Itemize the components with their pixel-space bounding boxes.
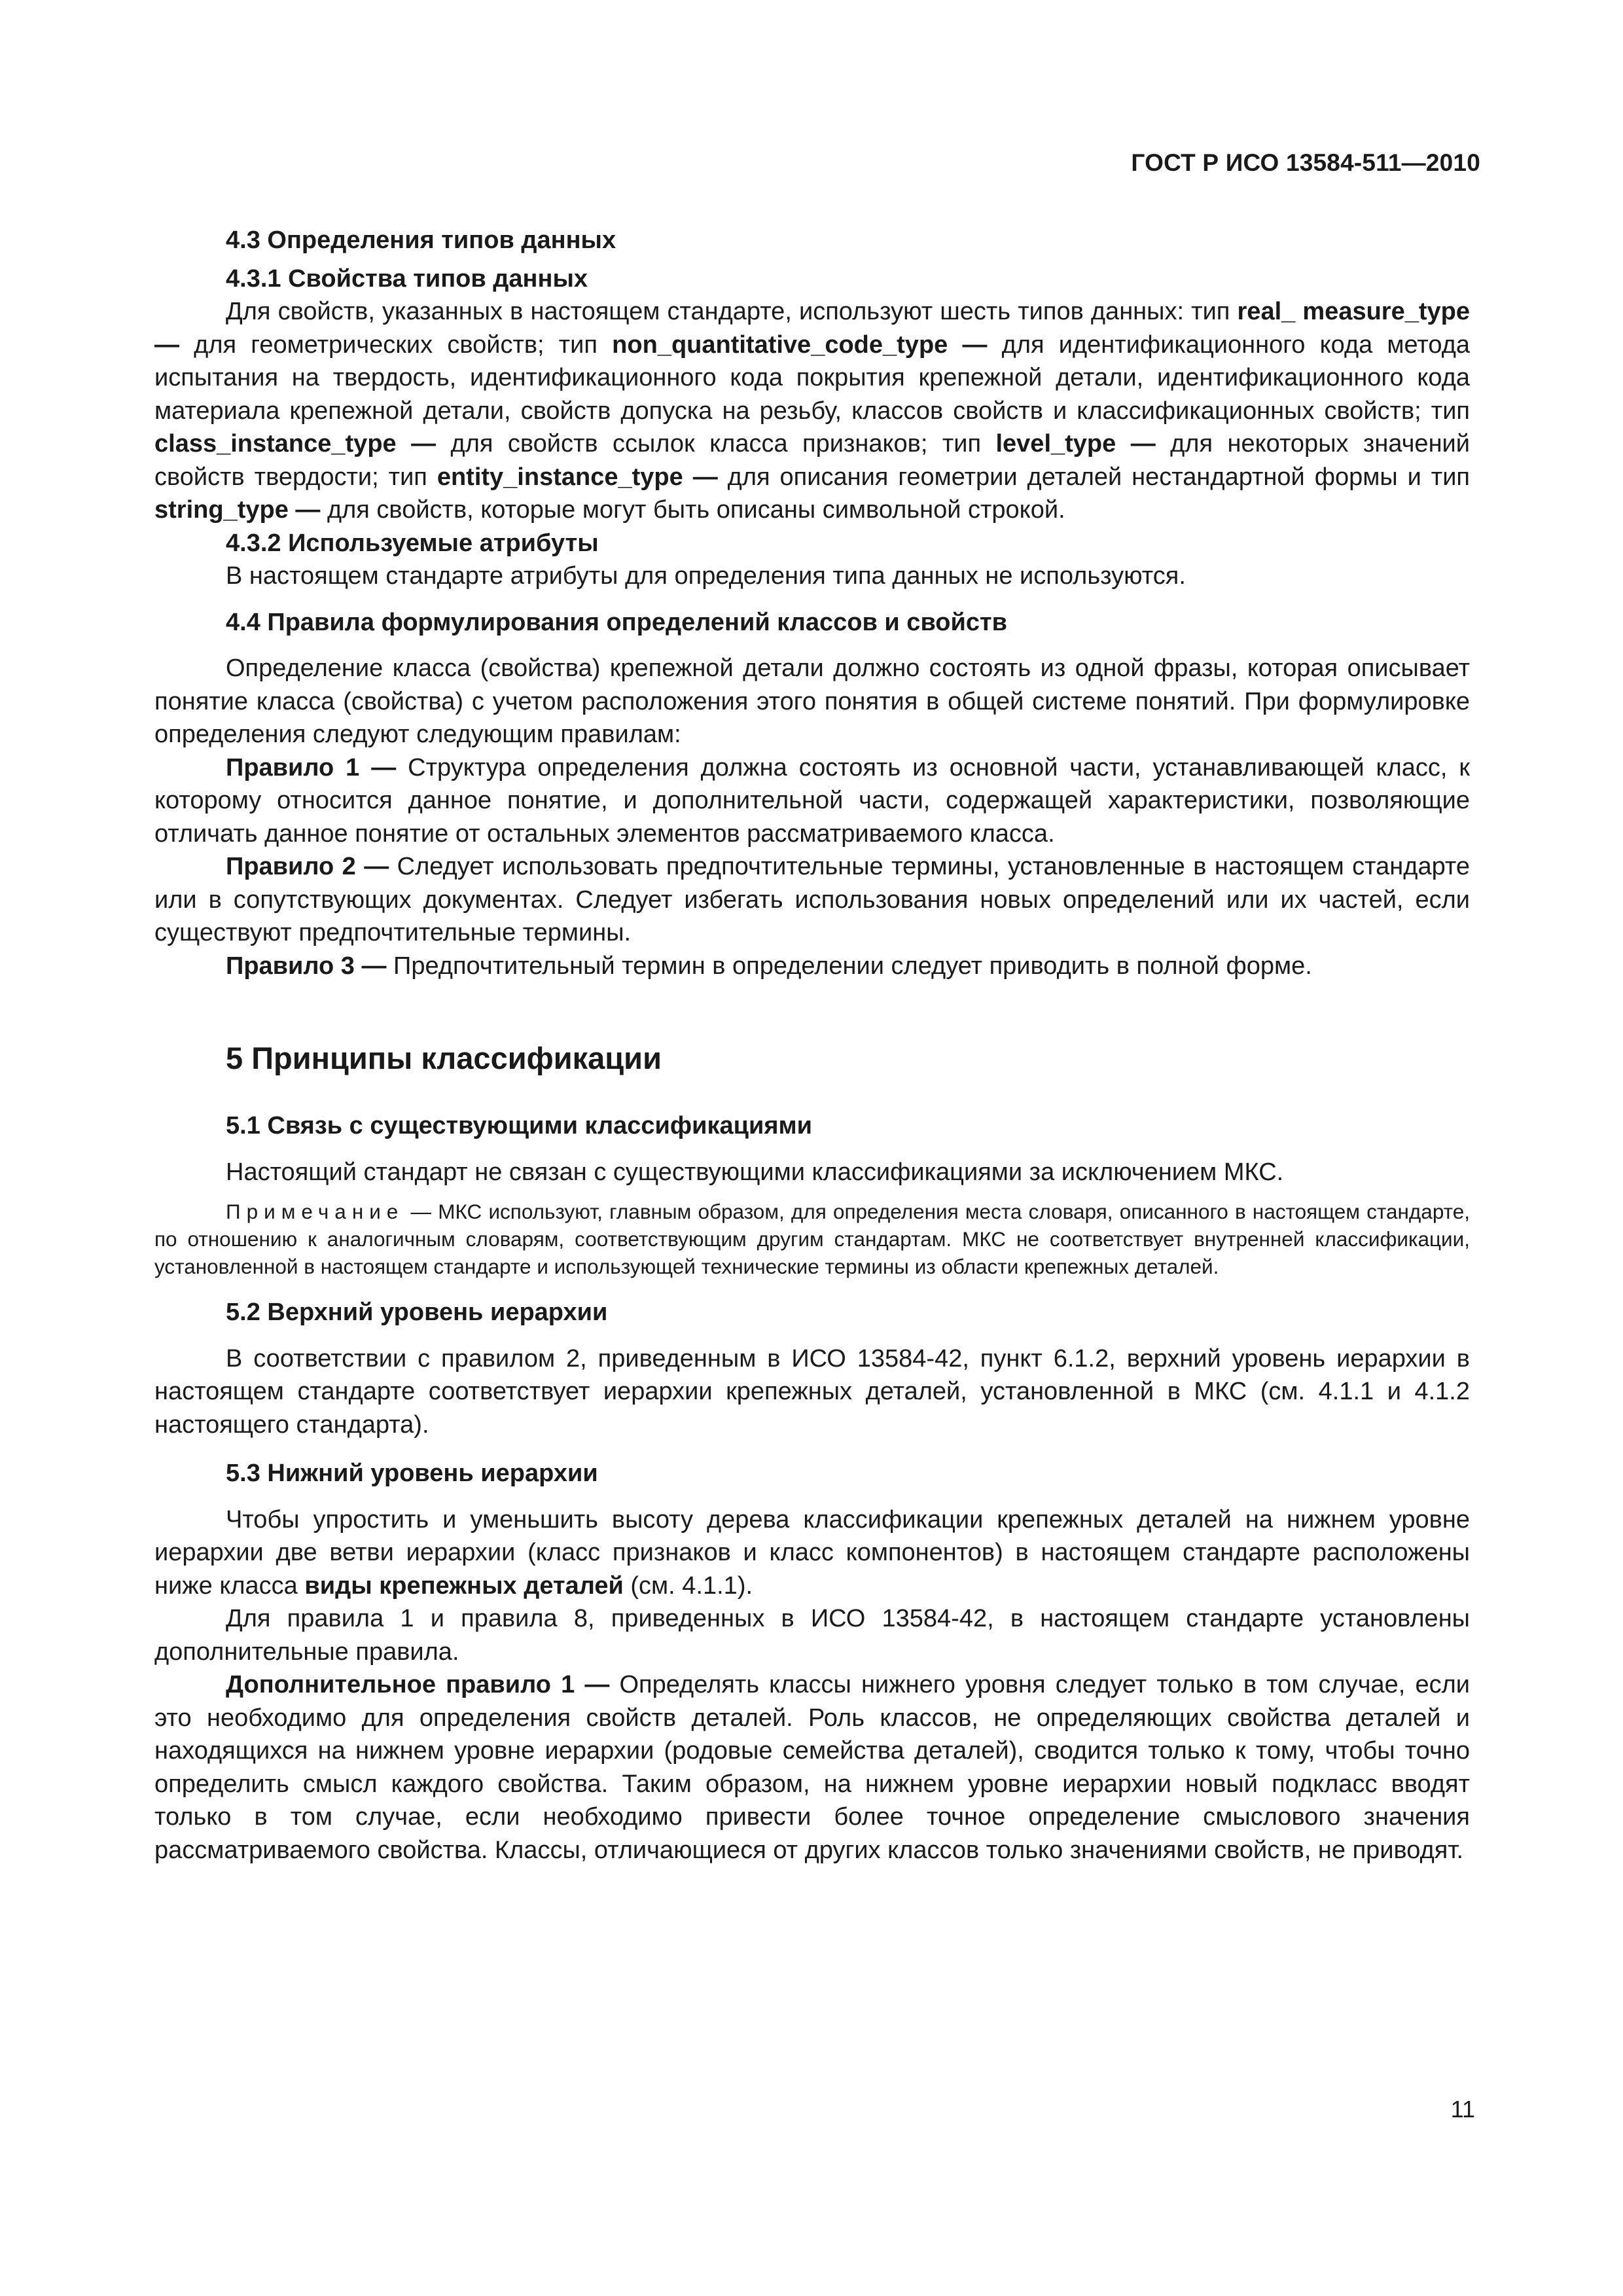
- section-5-1-title: 5.1 Связь с существующими классификациями: [226, 1112, 813, 1139]
- section-5-3-paragraph-2: Для правила 1 и правила 8, приведенных в ИСО 13584-42, в настоящем стандарте установлены дополнительные правила.: [154, 1605, 1470, 1666]
- section-4-3-2-paragraph: В настоящем стандарте атрибуты для определения типа данных не используются.: [226, 562, 1186, 590]
- note-paragraph: Примечание — МКС используют, главным образом, для определения места словаря, описанного в настоящем стандарте, по отношению к аналогичным словарям, соответствующим другим стандартам. МКС не соответствует внутренней классификации, установленной в настоящем стандарте и использующей технические термины из области крепежных деталей.: [154, 1200, 1470, 1278]
- section-4-3-1-title: 4.3.1 Свойства типов данных: [226, 264, 588, 293]
- section-5-3-paragraph-1: Чтобы упростить и уменьшить высоту дерева классификации крепежных деталей на нижнем уровне иерархии две ветви иерархии (класс признаков и класс компонентов) в настоящем стандарте расположены ниже класса виды крепежных деталей (см. 4.1.1).: [154, 1505, 1470, 1600]
- rule-1-paragraph: Правило 1 — Структура определения должна состоять из основной части, устанавливающей класс, к которому относится данное понятие, и дополнительной части, содержащей характеристики, позволяющие отличать данное понятие от остальных элементов рассматриваемого класса.: [154, 753, 1470, 848]
- section-5-title: 5 Принципы классификации: [226, 1041, 662, 1075]
- section-5-1-paragraph: Настоящий стандарт не связан с существующими классификациями за исключением МКС.: [226, 1158, 1284, 1186]
- note-label: Примечание: [226, 1200, 404, 1223]
- document-body: [154, 224, 1470, 1867]
- section-4-3-title: 4.3 Определения типов данных: [226, 226, 616, 254]
- section-5-3-title: 5.3 Нижний уровень иерархии: [226, 1460, 598, 1487]
- section-5-2-title: 5.2 Верхний уровень иерархии: [226, 1299, 608, 1326]
- section-4-4-title: 4.4 Правила формулирования определений классов и свойств: [226, 608, 1007, 636]
- rule-2-paragraph: Правило 2 — Следует использовать предпочтительные термины, установленные в настоящем стандарте или в сопутствующих документах. Следует избегать использования новых определений или их частей, если существуют предпочтительные термины.: [154, 853, 1470, 946]
- rule-3-paragraph: Правило 3 — Предпочтительный термин в определении следует приводить в полной форме.: [226, 952, 1312, 980]
- document-header: ГОСТ Р ИСО 13584-511—2010: [1131, 149, 1480, 176]
- section-4-3-2-title: 4.3.2 Используемые атрибуты: [226, 529, 599, 557]
- page-number: 11: [1450, 2096, 1475, 2123]
- section-5-2-paragraph: В соответствии с правилом 2, приведенным в ИСО 13584-42, пункт 6.1.2, верхний уровень иерархии в настоящем стандарте соответствует иерархии крепежных деталей, установленной в МКС (см. 4.1.1 и 4.1.2 настоящего стандарта).: [154, 1344, 1470, 1439]
- extra-rule-1-paragraph: Дополнительное правило 1 — Определять классы нижнего уровня следует только в том случае, если это необходимо для определения свойств деталей. Роль классов, не определяющих свойства деталей и находящихся на нижнем уровне иерархии (родовые семейства деталей), сводится только к тому, чтобы точно определить смысл каждого свойства. Таким образом, на нижнем уровне иерархии новый подкласс вводят только в том случае, если необходимо привести более точное определение смыслового значения рассматриваемого свойства. Классы, отличающиеся от других классов только значениями свойств, не приводят.: [154, 1671, 1470, 1864]
- section-4-3-1-paragraph: Для свойств, указанных в настоящем стандарте, используют шесть типов данных: тип real_ measure_type — для геометрических свойств; тип non_quantitative_code_type — для идентификационного кода метода испытания на твердость, идентификационного кода покрытия крепежной детали, идентификационного кода материала крепежной детали, свойств допуска на резьбу, классов свойств и классификационных свойств; тип class_instance_type — для свойств ссылок класса признаков; тип level_type — для некоторых значений свойств твердости; тип entity_instance_type — для описания геометрии деталей нестандартной формы и тип string_type — для свойств, которые могут быть описаны символьной строкой.: [154, 298, 1471, 524]
- section-4-4-paragraph: Определение класса (свойства) крепежной детали должно состоять из одной фразы, которая описывает понятие класса (свойства) с учетом расположения этого понятия в общей системе понятий. При формулировке определения следуют следующим правилам:: [154, 655, 1470, 748]
